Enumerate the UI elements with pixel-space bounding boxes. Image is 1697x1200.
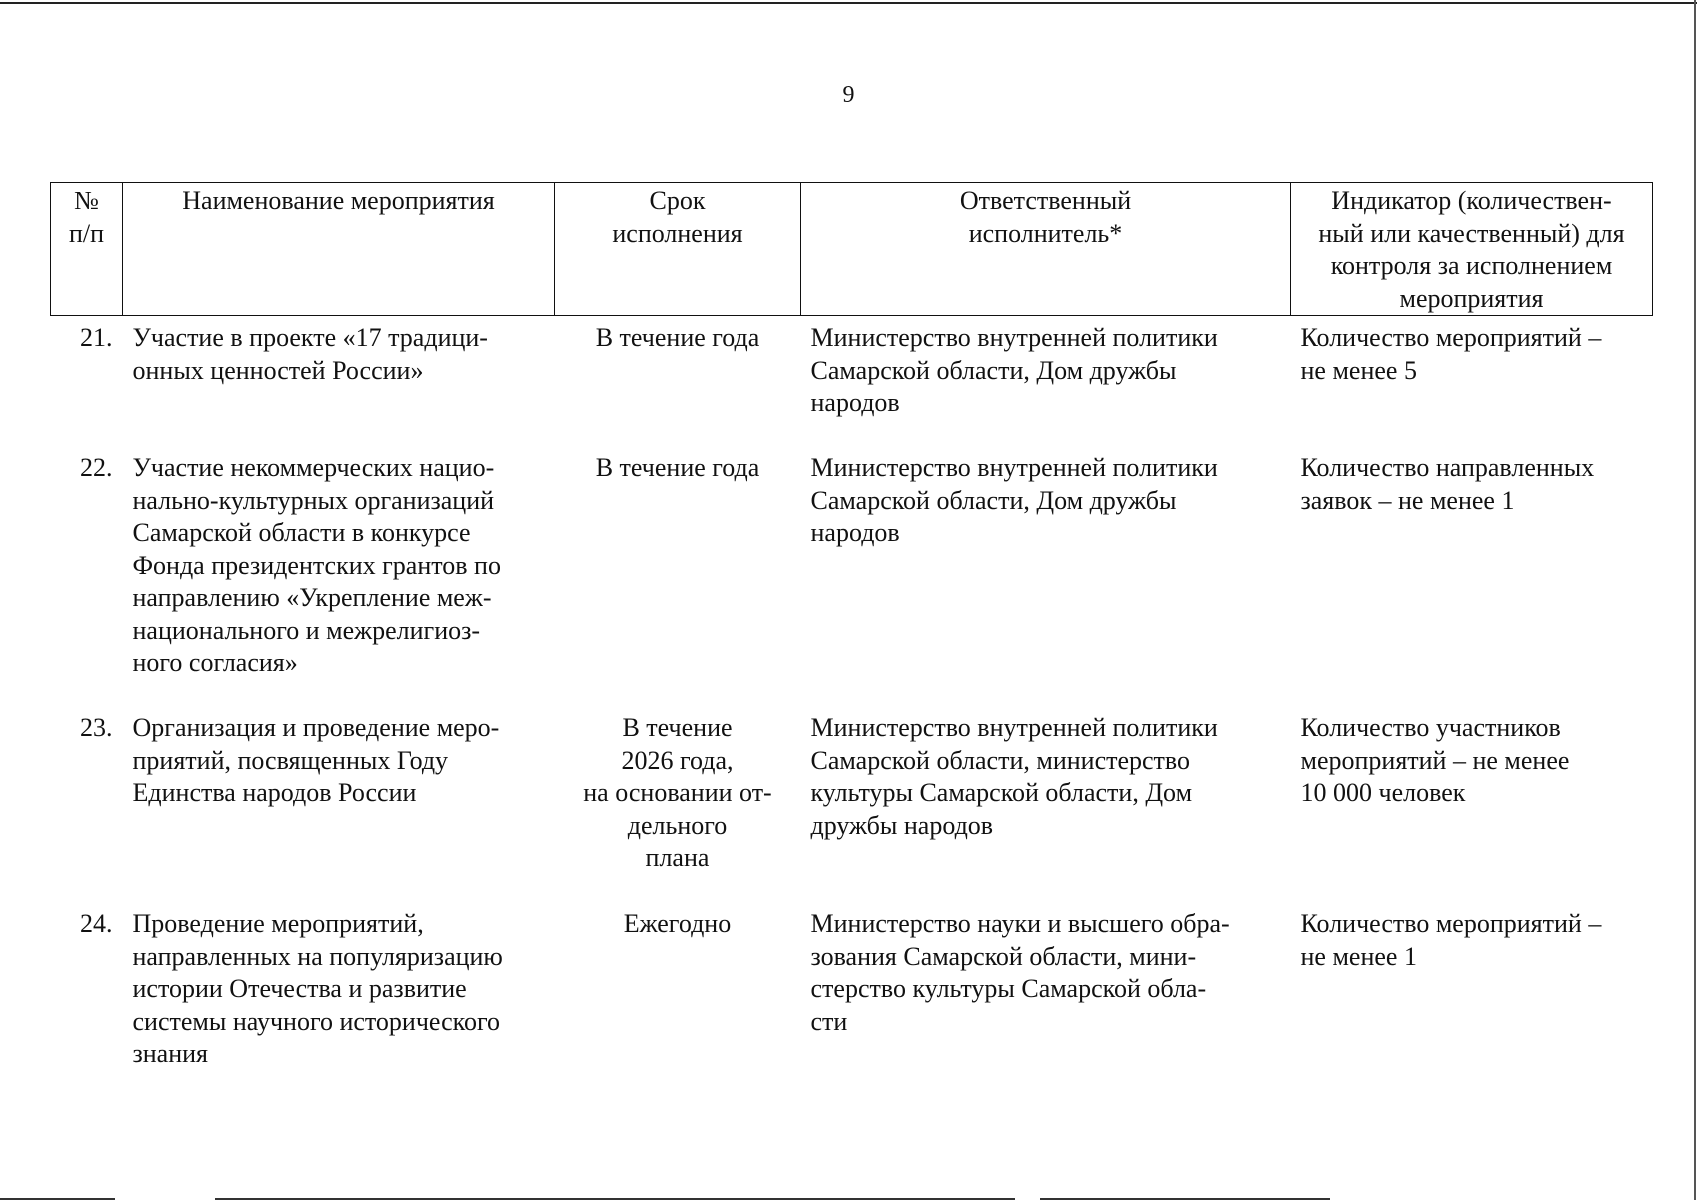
scan-top-border — [0, 2, 1697, 4]
event-name: Проведение мероприятий, направленных на популяризацию истории Отечества и развитие системы научного исторического знания — [132, 909, 503, 1068]
row-number: 24. — [80, 909, 113, 938]
table-row — [51, 706, 1653, 902]
table-row — [51, 902, 1653, 1088]
deadline: В течение года — [595, 453, 760, 482]
responsible: Министерство внутренней политики Самарской области, министерство культуры Самарской области, Дом дружбы народов — [810, 713, 1218, 840]
deadline: Ежегодно — [623, 909, 732, 938]
indicator: Количество мероприятий – не менее 1 — [1300, 909, 1602, 971]
row-number: 22. — [80, 453, 113, 482]
page-number: 9 — [842, 82, 855, 108]
deadline: В течение года — [595, 323, 760, 352]
header-event-name: Наименование мероприятия — [123, 183, 555, 316]
row-number: 21. — [80, 323, 113, 352]
indicator: Количество мероприятий – не менее 5 — [1300, 323, 1602, 385]
scan-right-edge — [1694, 0, 1696, 1200]
table-row — [51, 316, 1653, 447]
event-name: Организация и проведение меро- приятий, посвященных Году Единства народов России — [132, 713, 500, 807]
responsible: Министерство внутренней политики Самарской области, Дом дружбы народов — [810, 323, 1218, 417]
event-name: Участие некоммерческих нацио- нально-культурных организаций Самарской области в конкурсе Фонда президентских грантов по направлению «Укрепление меж- национального и межрелигиоз- ного согласия» — [132, 453, 501, 677]
action-plan-table — [50, 182, 1653, 1088]
indicator: Количество участников мероприятий – не менее 10 000 человек — [1300, 713, 1570, 807]
header-indicator: Индикатор (количествен- ный или качественный) для контроля за исполнением мероприятия — [1291, 183, 1653, 316]
deadline: В течение 2026 года, на основании от- дельного плана — [583, 713, 772, 872]
header-deadline: Срок исполнения — [555, 183, 801, 316]
header-responsible: Ответственный исполнитель* — [801, 183, 1291, 316]
event-name: Участие в проекте «17 традици- онных ценностей России» — [132, 323, 488, 385]
indicator: Количество направленных заявок – не менее 1 — [1300, 453, 1595, 515]
table-header-row — [51, 183, 1653, 316]
table-row — [51, 446, 1653, 706]
row-number: 23. — [80, 713, 113, 742]
responsible: Министерство науки и высшего обра- зования Самарской области, мини- стерство культуры Самарской обла- сти — [810, 909, 1230, 1036]
header-number: № п/п — [51, 183, 123, 316]
responsible: Министерство внутренней политики Самарской области, Дом дружбы народов — [810, 453, 1218, 547]
